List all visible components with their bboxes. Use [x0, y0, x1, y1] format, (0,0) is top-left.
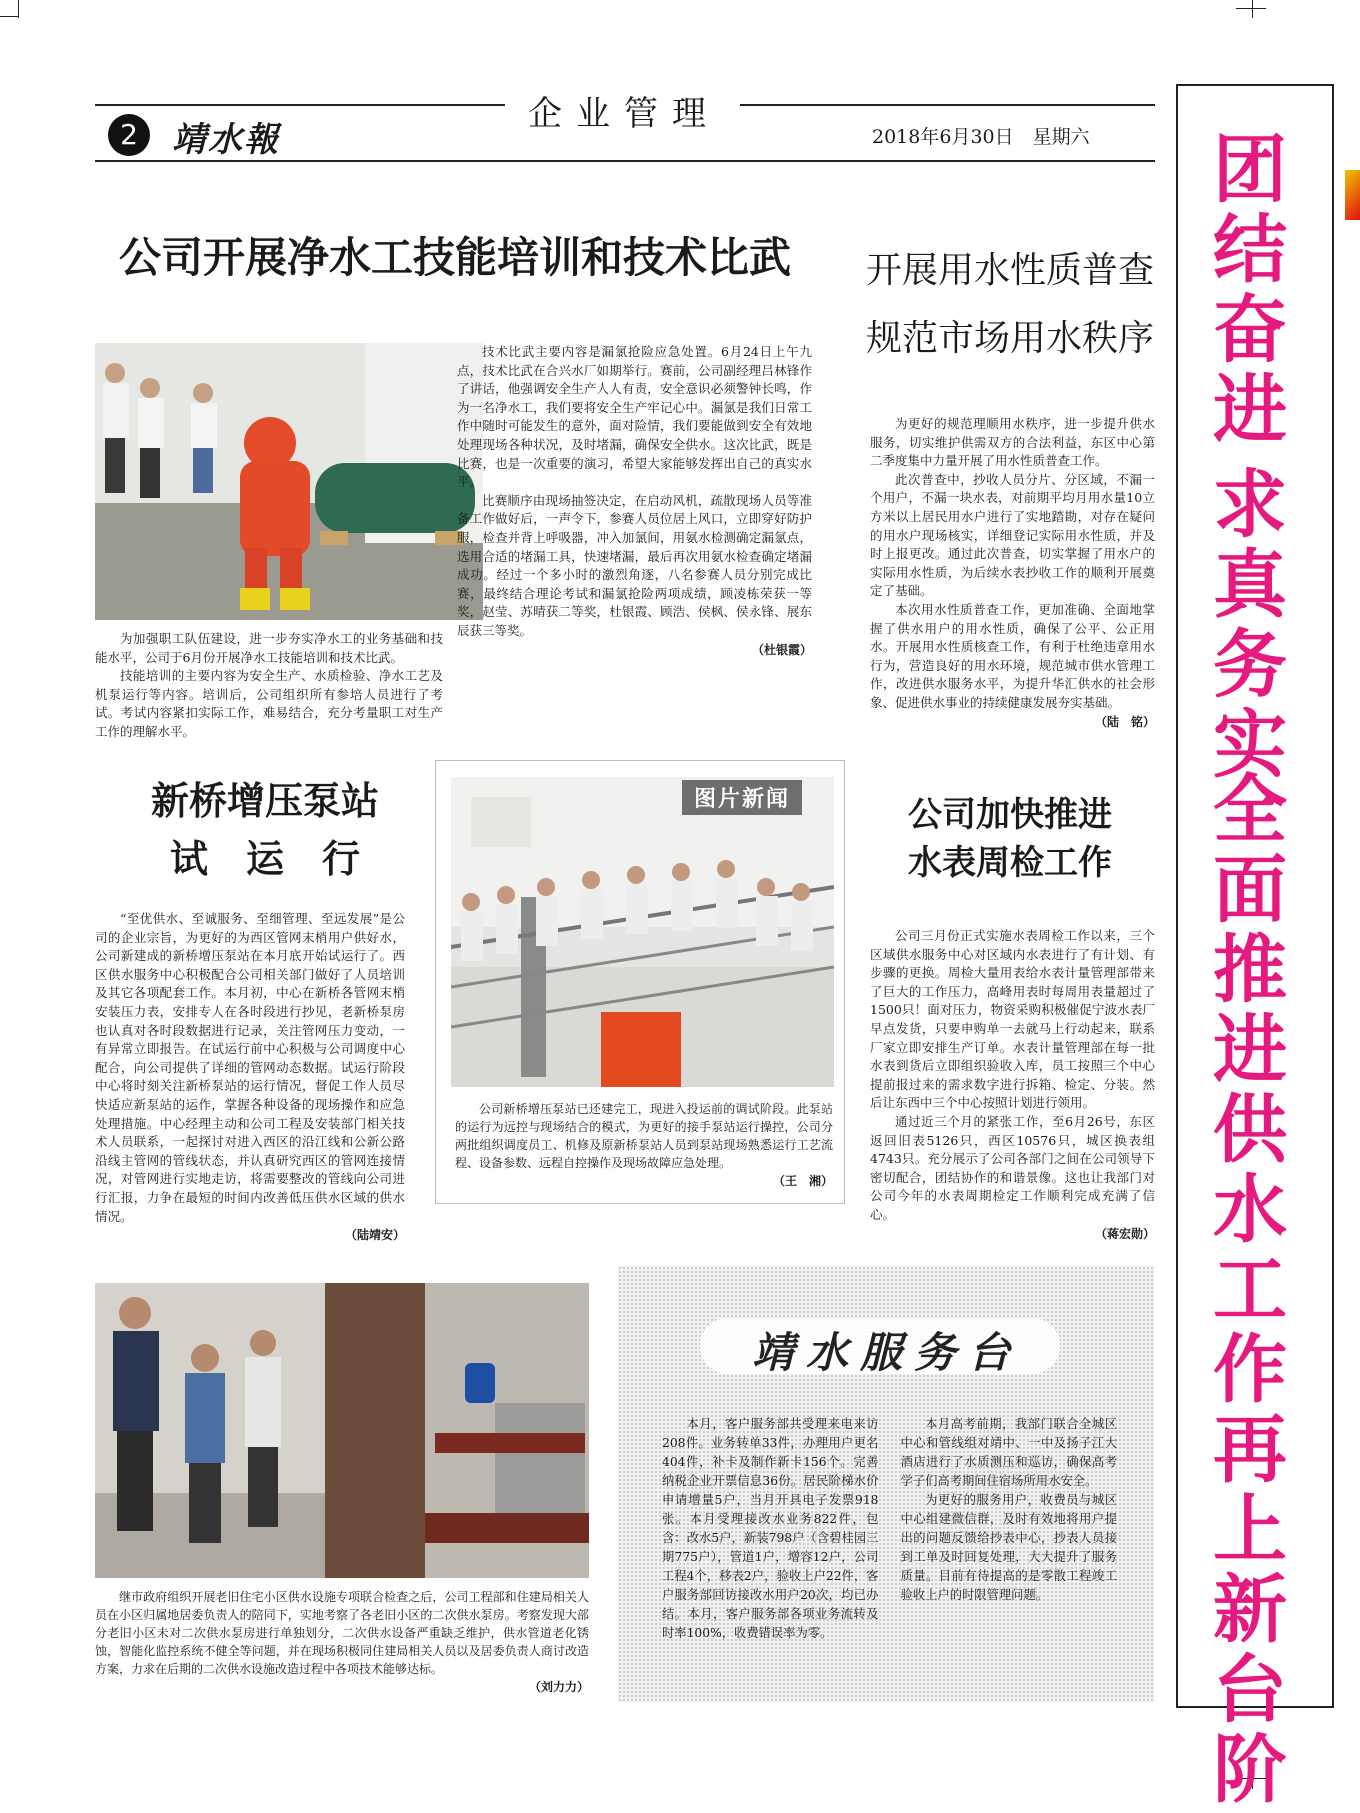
page-number: 2	[108, 114, 150, 156]
article3-title-line1: 新桥增压泵站	[150, 779, 379, 823]
bottom-photo-byline: （刘力力）	[528, 1680, 589, 1694]
paragraph: 此次普查中，抄收人员分片、分区域，不漏一个用户，不漏一块水表，对前期平均月用水量10立方米以上居民用水户进行了实地踏勘，对存在疑问的用水户现场核实，详细登记实际用水性质，并及时上报更改。通过此次普查，切实掌握了用水户的实际用水性质，为后续水表抄收工作的顺利开展奠定了基础。	[870, 471, 1155, 599]
crop-mark	[18, 0, 19, 18]
paragraph: 本次用水性质普查工作，更加准确、全面地掌握了供水用户的用水性质，确保了公平、公正用水。开展用水性质核查工作，有利于杜绝违章用水行为，营造良好的用水环境，规范城市供水管理工作，改进供水服务水平，为提升华汇供水的社会形象、促进供水事业的持续健康发展夯实基础。	[870, 601, 1155, 710]
article4-title-line2: 水表周检工作	[908, 843, 1112, 883]
paragraph: 本月，客户服务部共受理来电来访208件。业务转单33件，办理用户更名404件，补卡及制作新卡156个。完善纳税企业开票信息36份。居民阶梯水价申请增量5户，当月开具电子发票918张。本月受理接改水业务822件，包含：改水5户，新装798户（含碧桂园三期775户），管道1户，增容12户，公司工程4个，移表2户，验收上户22件，客户服务部回访接改水用户20次，均已办结。本月，客户服务部各项业务流转及时率100%，收费错误率为零。	[662, 1417, 879, 1640]
paragraph: 为更好的服务用户，收费员与城区中心组建微信群，及时有效地将用户提出的问题反馈给抄表中心，抄表人员接到工单及时回复处理，大大提升了服务质量。目前有待提高的是零散工程竣工验收上户的时限管理问题。	[900, 1493, 1117, 1602]
header-rule-right	[740, 104, 1155, 106]
paragraph: 通过近三个月的紧张工作，至6月26号，东区返回旧表5126只，西区10576只，城区换表组4743只。充分展示了公司各部门之间在公司领导下密切配合，团结协作的和谐景像。这也让我部门对公司今年的水表周期检定工作顺利完成充满了信心。	[870, 1113, 1155, 1222]
crop-mark	[1236, 8, 1266, 9]
article1-text-right	[457, 343, 812, 659]
newspaper-brand: 靖水報	[172, 120, 280, 160]
paragraph: 为更好的规范理顺用水秩序，进一步提升供水服务，切实维护供需双方的合法利益，东区中心第二季度集中力量开展了用水性质普查工作。	[870, 416, 1155, 469]
article3-byline: （陆靖安）	[344, 1228, 405, 1243]
article1-photo	[95, 343, 483, 620]
adjacent-page-edge	[1345, 170, 1360, 220]
article1-text-left	[95, 630, 443, 742]
service-desk-title: 靖水服务台	[752, 1328, 1023, 1377]
paragraph: 技能培训的主要内容为安全生产、水质检验、净水工艺及机泵运行等内容。培训后，公司组织所有参培人员进行了考试。考试内容紧扣实际工作，难易结合，充分考量职工对生产工作的理解水平。	[95, 668, 443, 739]
article1-byline: （杜银霞）	[751, 642, 812, 657]
paragraph: “至优供水、至诚服务、至细管理、至远发展”是公司的企业宗旨，为更好的为西区管网末梢用户供好水，公司新建成的新桥增压泵站在本月底开始试运行了。西区供水服务中心积极配合公司相关部门做好了人员培训及其它各项配套工作。本月初，中心在新桥各管网末梢安装压力表，安排专人在各时段进行抄见，老新桥泵房也认真对各时段数据进行记录，关注管网压力变动，一有异常立即报告。在试运行前中心积极与公司调度中心配合，向公司提供了详细的管网动态数据。试运行阶段中心将时刻关注新桥泵站的运行情况，督促工作人员尽快适应新泵站的运作，掌握各种设备的现场操作和应急处理措施。中心经理主动和公司工程及安装部门相关技术人员联系，一起探讨对进入西区的沿江线和公新公路沿线主管网的管线状态，并认真研究西区的管网连接情况，对管网进行实地走访，将需要整改的管线向公司进行汇报，力争在最短的时间内改善低压供水区域的供水情况。	[95, 911, 405, 1224]
header-rule-bottom	[95, 160, 1155, 162]
caption-text: 继市政府组织开展老旧住宅小区供水设施专项联合检查之后，公司工程部和住建局相关人员在小区归属地居委负责人的陪同下，实地考察了各老旧小区的二次供水泵房。考察发现大部分老旧小区未对二次供水泵房进行单独划分，二次供水设备严重缺乏维护，供水管道老化锈蚀，智能化监控系统不健全等问题，并在现场积极同住建局相关人员以及居委负责人商讨改造方案，力求在后期的二次供水设施改造过程中各项技术能够达标。	[95, 1590, 589, 1676]
paragraph: 公司三月份正式实施水表周检工作以来，三个区域供水服务中心对区域内水表进行了有计划、有步骤的更换。周检大量用表给水表计量管理部带来了巨大的工作压力，高峰用表时每周用表量超过了1500只！面对压力，物资采购积极催促宁波水表厂早点发货，只要申购单一去就马上行动起来，联系厂家立即安排生产订单。水表计量管理部在每一批水表到货后立即组织验收入库，员工按照三个中心提前报过来的需求数字进行拆箱、检定、分装。然后让东西中三个中心按照计划进行领用。	[870, 928, 1155, 1111]
article4-byline: （蒋宏勋）	[1094, 1226, 1155, 1241]
header-rule-left	[95, 104, 505, 106]
crop-mark	[0, 16, 18, 17]
slogan-line-1: 团结奋进	[1213, 127, 1287, 453]
issue-date: 2018年6月30日 星期六	[872, 126, 1090, 148]
slogan-line-2: 求真务实	[1213, 462, 1287, 788]
article4-text	[870, 927, 1155, 1243]
article3-title-line2: 试 运 行	[169, 837, 360, 881]
photo-news-byline: （王 湘）	[772, 1174, 833, 1188]
paragraph: 比赛顺序由现场抽签决定，在启动风机，疏散现场人员等准备工作做好后，一声令下，参赛人员位居上风口，立即穿好防护服，检查并背上呼吸器，冲入加氯间，用氨水检测确定漏氯点，选用合适的堵漏工具，快速堵漏，最后再次用氨水检查确定堵漏成功。经过一个多小时的激烈角逐，八名参赛人员分别完成比赛，最终结合理论考试和漏氯抢险两项成绩，顾凌栋荣获一等奖，赵莹、苏晴获二等奖，杜银霞、顾浩、侯枫、侯永锋、展东辰获三等奖。	[457, 492, 812, 638]
slogan-line-3: 全面推进供水工作再上新台阶	[1213, 767, 1287, 1813]
caption-text: 公司新桥增压泵站已还建完工，现进入投运前的调试阶段。此泵站的运行为远控与现场结合的模式，为更好的接手泵站运行操控，公司分两批组织调度员工、机修及原新桥泵站人员到泵站现场熟悉运行工艺流程、设备参数、远程自控操作及现场故障应急处理。	[455, 1102, 833, 1170]
paragraph: 为加强职工队伍建设，进一步夯实净水工的业务基础和技能水平，公司于6月份开展净水工技能培训和技术比武。	[95, 631, 443, 665]
article2-text	[870, 415, 1155, 731]
photo-news-caption	[455, 1100, 833, 1190]
section-title: 企业管理	[528, 94, 720, 134]
bottom-photo-caption	[95, 1588, 589, 1696]
article2-title-line2: 规范市场用水秩序	[865, 318, 1154, 359]
bottom-photo	[95, 1283, 589, 1578]
photo-news-image	[451, 777, 834, 1087]
article2-byline: （陆 铭）	[1094, 714, 1155, 729]
photo-news-tag: 图片新闻	[682, 780, 802, 815]
article3-text	[95, 910, 405, 1245]
crop-mark	[1252, 0, 1253, 18]
article4-title-line1: 公司加快推进	[908, 795, 1112, 835]
article1-title: 公司开展净水工技能培训和技术比武	[118, 233, 791, 282]
article2-title-line1: 开展用水性质普查	[865, 250, 1154, 291]
paragraph: 本月高考前期，我部门联合全城区中心和管线组对靖中、一中及扬子江大酒店进行了水质测压和巡访，确保高考学子们高考期间住宿场所用水安全。	[900, 1417, 1117, 1488]
service-desk-text	[662, 1415, 1117, 1677]
paragraph: 技术比武主要内容是漏氯抢险应急处置。6月24日上午九点，技术比武在合兴水厂如期举行。赛前，公司副经理吕林锋作了讲话，他强调安全生产人人有责，安全意识必须警钟长鸣，作为一名净水工，我们要将安全生产牢记心中。漏氯是我们日常工作中随时可能发生的意外，面对险情，我们要能做到安全有效地处理现场各种状况，及时堵漏，确保安全供水。这次比武，既是比赛，也是一次重要的演习，希望大家能够发挥出自己的真实水平。	[457, 344, 812, 490]
